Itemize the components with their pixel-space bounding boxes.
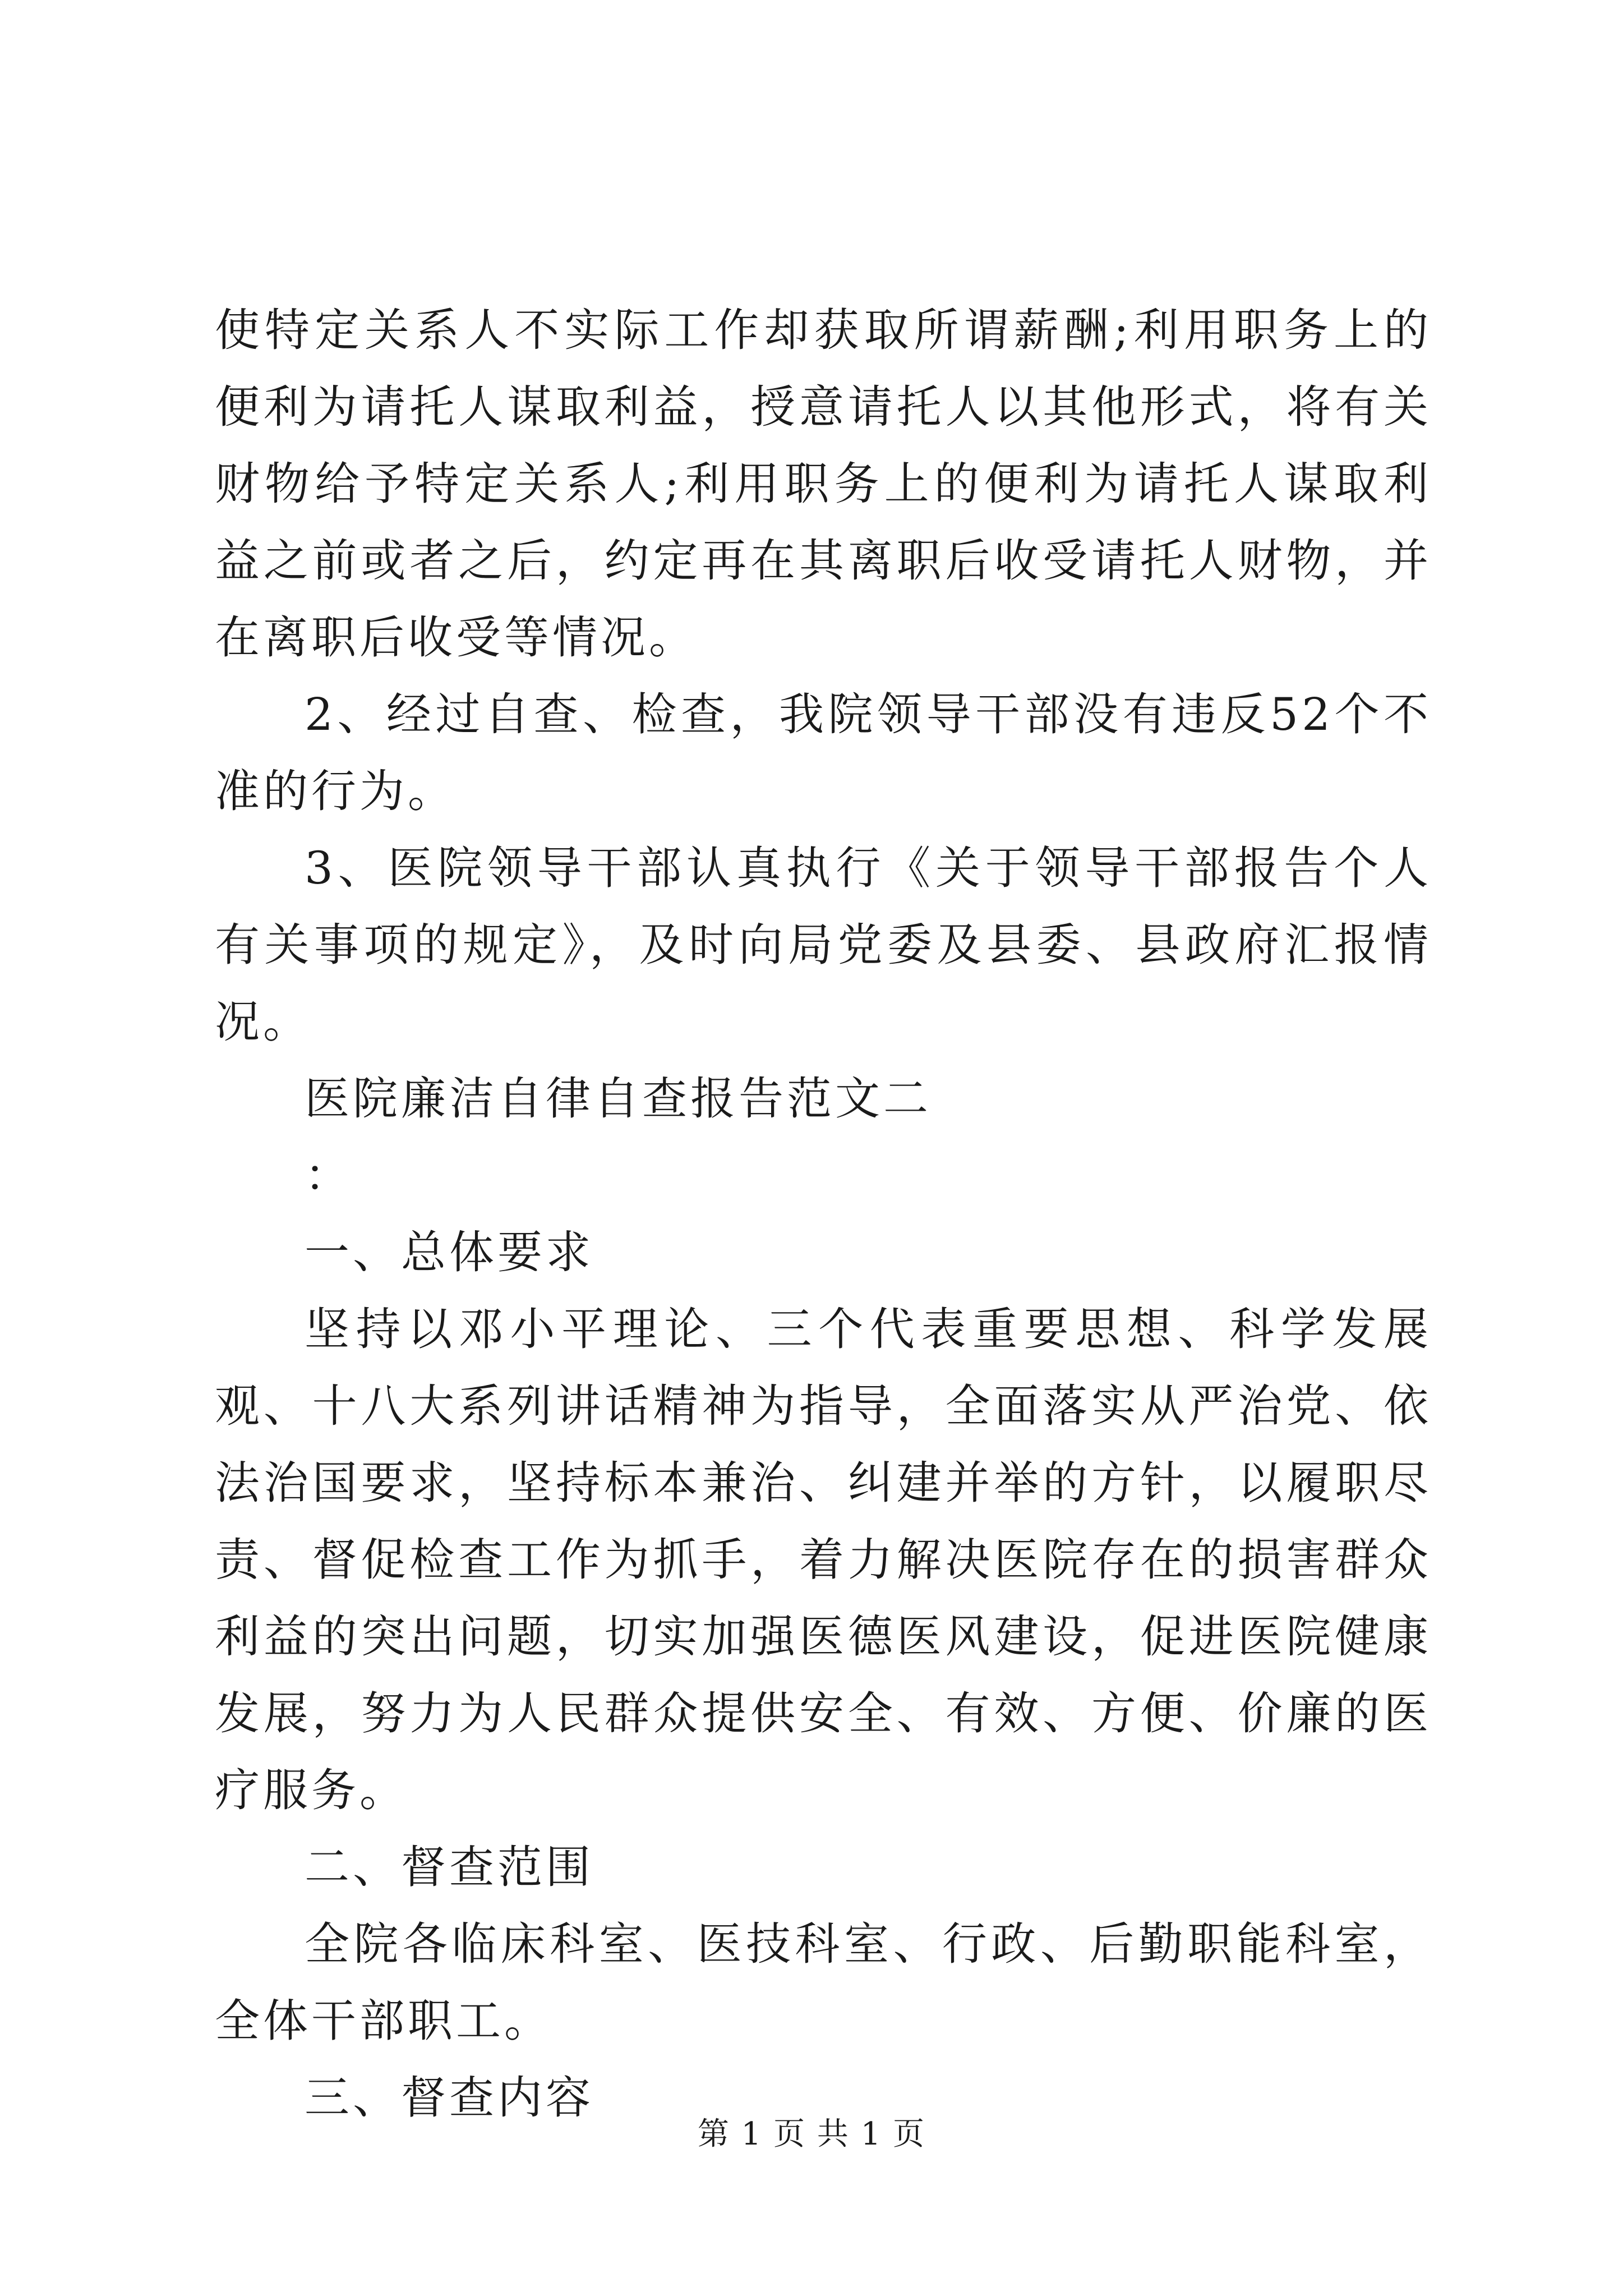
- page-footer: 第 1 页 共 1 页: [697, 2116, 926, 2152]
- paragraph-item-3: 3、医院领导干部认真执行《关于领导干部报告个人有关事项的规定》，及时向局党委及县委、县政府汇报情况。: [215, 842, 1432, 1048]
- colon-line: ：: [305, 1149, 349, 1202]
- heading-overall-requirements: 一、总体要求: [305, 1226, 594, 1278]
- paragraph-requirements-body: 坚持以邓小平理论、三个代表重要思想、科学发展观、十八大系列讲话精神为指导，全面落实从严治党、依法治国要求，坚持标本兼治、纠建并举的方针，以履职尽责、督促检查工作为抓手，着力解决医院存在的损害群众利益的突出问题，切实加强医德医风建设，促进医院健康发展，努力为人民群众提供安全、有效、方便、价廉的医疗服务。: [215, 1303, 1432, 1816]
- document-body: [215, 292, 1432, 2136]
- paragraph-scope-body: 全院各临床科室、医技科室、行政、后勤职能科室，全体干部职工。: [215, 1918, 1432, 2047]
- heading-inspection-content: 三、督查内容: [305, 2072, 594, 2124]
- section-title: 医院廉洁自律自查报告范文二: [305, 1073, 932, 1125]
- paragraph-item-2: 2、经过自查、检查，我院领导干部没有违反52个不准的行为。: [215, 688, 1432, 817]
- paragraph-continuation: 使特定关系人不实际工作却获取所谓薪酬;利用职务上的便利为请托人谋取利益，授意请托人以其他形式，将有关财物给予特定关系人;利用职务上的便利为请托人谋取利益之前或者之后，约定再在其离职后收受请托人财物，并在离职后收受等情况。: [215, 304, 1432, 664]
- heading-inspection-scope: 二、督查范围: [305, 1841, 594, 1893]
